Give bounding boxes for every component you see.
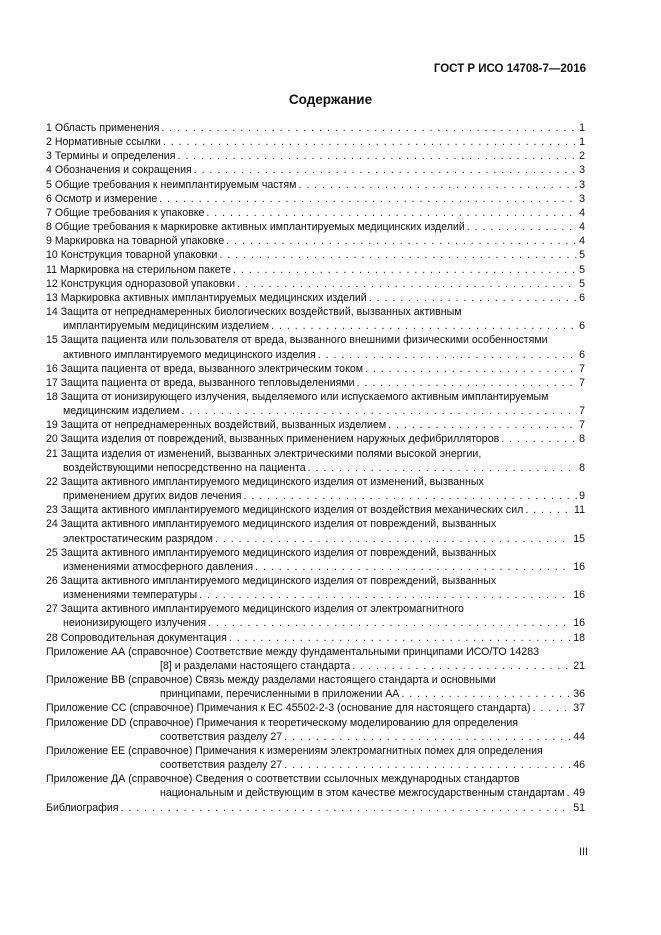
toc-entry-text: 4 Обозначения и сокращения [46,164,192,177]
toc-entry[interactable] [46,376,585,390]
toc-entry[interactable] [46,390,585,418]
toc-page-number: 3 [579,178,585,191]
toc-entry[interactable] [46,305,585,333]
toc-page-number: 6 [579,348,585,361]
toc-entry[interactable] [46,178,585,192]
toc-entry[interactable] [46,546,585,574]
toc-page-number: 7 [579,419,585,432]
toc-entry[interactable] [46,517,585,545]
toc-page-number: 37 [573,702,585,715]
toc-entry-text: изменениями температуры [63,589,198,602]
toc-entry-text: 18 Защита от ионизирующего излучения, выделяемого или испускаемого активным имплантируемым [46,390,549,403]
page-number: III [579,846,588,858]
dot-leader [161,121,577,135]
toc-page-number: 7 [579,376,585,389]
toc-page-number: 51 [573,801,585,814]
toc-entry-text: 2 Нормативные ссылки [46,136,161,149]
toc-page-number: 3 [579,192,585,205]
toc-entry-text: 3 Термины и определения [46,150,176,163]
dot-leader [199,588,571,602]
toc-entry-text: активного имплантируемого медицинского изделия [63,348,316,361]
toc-entry[interactable] [46,234,585,248]
dot-leader [206,206,577,220]
toc-entry-text: 6 Осмотр и измерение [46,192,158,205]
dot-leader [365,362,577,376]
toc-entry-text: 11 Маркировка на стерильном пакете [46,263,231,276]
toc-entry-text: медицинским изделием [63,405,180,418]
dot-leader [357,376,578,390]
dot-leader [318,348,577,362]
toc-entry[interactable] [46,447,585,475]
dot-leader [388,418,577,432]
dot-leader [194,163,577,177]
toc-entry-text: 12 Конструкция одноразовой упаковки [46,277,236,290]
toc-entry-text: электростатическим разрядом [63,532,213,545]
toc-entry[interactable] [46,645,585,673]
dot-leader [352,659,571,673]
toc-page-number: 21 [573,659,585,672]
toc-page-number: 7 [579,405,585,418]
toc-page-number: 16 [573,560,585,573]
toc-entry[interactable] [46,631,585,645]
toc-entry-text: Приложение АА (справочное) Соответствие между фундаментальными принципами ИСО/ТО 14283 [46,645,540,658]
toc-page-number: 46 [573,759,585,772]
dot-leader [533,701,572,715]
toc-entry[interactable] [46,248,585,262]
toc-entry[interactable] [46,701,585,715]
toc-entry[interactable] [46,220,585,234]
dot-leader [215,532,571,546]
dot-leader [284,758,571,772]
toc-entry-text: 19 Защита от непреднамеренных воздействий, вызванных изделием [46,419,387,432]
toc-entry-text: 16 Защита пациента от вреда, вызванного электрическим током [46,362,363,375]
toc-entry[interactable] [46,574,585,602]
dot-leader [284,730,571,744]
dot-leader [525,503,572,517]
toc-entry[interactable] [46,744,585,772]
dot-leader [298,178,577,192]
toc-entry-text: 26 Защита активного имплантируемого медицинского изделия от повреждений, вызванных [46,575,497,587]
toc-entry-text: 20 Защита изделия от повреждений, вызванных применением наружных дефибрилляторов [46,433,500,446]
toc-entry-text: применением других видов лечения [63,490,242,503]
toc-entry-text: 15 Защита пациента или пользователя от вреда, вызванного внешними физическими особенностями [46,334,548,347]
toc-page-number: 7 [579,362,585,375]
toc-entry-text: принципами, перечисленными в приложении АА [160,688,400,701]
toc-entry-text: 10 Конструкция товарной упаковки [46,249,218,262]
dot-leader [182,404,578,418]
dot-leader [243,489,577,503]
toc-entry[interactable] [46,602,585,630]
dot-leader [501,432,577,446]
toc-page-number: 16 [573,617,585,630]
toc-page-number: 16 [573,589,585,602]
toc-entry-text: неионизирующего излучения [63,617,207,630]
toc-entry-text: 22 Защита активного имплантируемого медицинского изделия от изменений, вызванных [46,475,484,488]
toc-page-number: 1 [579,122,585,134]
toc-page-number: 1 [579,136,585,149]
toc-page-number: 4 [579,206,585,219]
toc-page-number: 15 [573,532,585,545]
toc-entry[interactable] [46,163,585,177]
dot-leader [229,631,571,645]
toc-entry[interactable] [46,801,585,815]
dot-leader [567,786,572,800]
toc-entry[interactable] [46,503,585,517]
dot-leader [233,263,577,277]
toc-entry-text: 1 Область применения [46,122,160,134]
toc-entry-text: соответствия разделу 27 [160,759,283,772]
toc-entry[interactable] [46,135,585,149]
toc-entry-text: 17 Защита пациента от вреда, вызванного тепловыделениями [46,376,355,389]
toc-page-number: 6 [579,320,585,333]
toc-page-number: 8 [579,433,585,446]
toc-entry[interactable] [46,333,585,361]
toc-entry[interactable] [46,121,585,135]
dot-leader [369,291,577,305]
toc-entry-text: 9 Маркировка на товарной упаковке [46,235,225,248]
toc-entry-text: 23 Защита активного имплантируемого медицинского изделия от воздействия механических сил [46,504,524,517]
toc-entry-text: 7 Общие требования к упаковке [46,206,205,219]
toc-page-number: 9 [579,490,585,503]
toc-entry-text: 21 Защита изделия от изменений, вызванных электрическими полями высокой энергии, [46,447,482,460]
toc-entry-text: 8 Общие требования к маркировке активных имплантируемых медицинских изделий [46,221,465,234]
toc-page-number: 5 [579,249,585,262]
toc-entry[interactable] [46,277,585,291]
dot-leader [237,277,577,291]
toc-entry[interactable] [46,475,585,503]
toc-entry-text: 5 Общие требования к неимплантируемым частям [46,178,297,191]
toc-entry-text: воздействующими непосредственно на пациента [63,461,306,474]
toc-entry-text: Приложение DD (справочное) Примечания к теоретическому моделированию для определения [46,716,518,729]
toc-page-number: 18 [573,631,585,644]
toc-entry-text: имплантируемым медицинским изделием [63,320,270,333]
dot-leader [159,192,577,206]
toc-entry[interactable] [46,673,585,701]
toc-page-number: 5 [579,263,585,276]
toc-entry-text: Библиография [46,801,119,814]
toc-page-number: 36 [573,688,585,701]
dot-leader [120,801,571,815]
toc-entry[interactable] [46,362,585,376]
toc-page-number: 49 [573,787,585,800]
toc-entry[interactable] [46,418,585,432]
toc-entry-text: Приложение ВВ (справочное) Связь между разделами настоящего стандарта и основными [46,674,496,687]
toc-entry-text: Приложение СС (справочное) Примечания к ЕС 45502-2-3 (основание для настоящего стандарта) [46,702,531,715]
toc-page-number: 11 [574,504,585,517]
toc-entry[interactable] [46,772,585,800]
toc-entry[interactable] [46,716,585,744]
toc-page-number: 3 [579,164,585,177]
dot-leader [208,616,571,630]
dot-leader [226,234,577,248]
toc-entry-text: 13 Маркировка активных имплантируемых медицинских изделий [46,291,367,304]
dot-leader [308,461,577,475]
toc-entry-text: [8] и разделами настоящего стандарта [160,659,351,672]
toc-entry-text: 27 Защита активного имплантируемого медицинского изделия от электромагнитного [46,603,464,616]
toc-entry-text: Приложение ДА (справочное) Сведения о соответствии ссылочных международных стандартов [46,773,520,786]
page-title: Содержание [288,92,373,107]
toc-page-number: 5 [579,277,585,290]
dot-leader [401,687,571,701]
toc-entry-text: 25 Защита активного имплантируемого медицинского изделия от повреждений, вызванных [46,546,497,559]
toc-page-number: 4 [579,221,585,234]
toc-entry-text: 28 Сопроводительная документация [46,631,227,644]
dot-leader [177,149,577,163]
toc-page-number: 4 [579,235,585,248]
dot-leader [467,220,577,234]
dot-leader [271,319,577,333]
toc-entry-text: соответствия разделу 27 [160,730,283,743]
toc-entry[interactable] [46,206,585,220]
document-header: ГОСТ Р ИСО 14708-7—2016 [433,63,586,75]
toc-entry-text: Приложение ЕЕ (справочное) Примечания к измерениям электромагнитных помех для определения [46,744,543,757]
toc-entry[interactable] [46,263,585,277]
toc-page-number: 44 [573,730,585,743]
toc-entry[interactable] [46,192,585,206]
toc-entry[interactable] [46,291,585,305]
toc-entry-text: национальным и действующим в этом качестве межгосударственным стандартам [160,787,565,800]
toc-entry[interactable] [46,149,585,163]
toc-page-number: 8 [579,461,585,474]
dot-leader [219,248,577,262]
toc-page-number: 6 [579,291,585,304]
toc-entry-text: 14 Защита от непреднамеренных биологических воздействий, вызванных активным [46,306,462,319]
toc-page-number: 2 [579,150,585,163]
dot-leader [163,135,577,149]
table-of-contents [46,121,585,815]
toc-entry-text: 24 Защита активного имплантируемого медицинского изделия от повреждений, вызванных [46,518,497,531]
toc-entry-text: изменениями атмосферного давления [63,560,254,573]
dot-leader [255,560,571,574]
toc-entry[interactable] [46,432,585,446]
